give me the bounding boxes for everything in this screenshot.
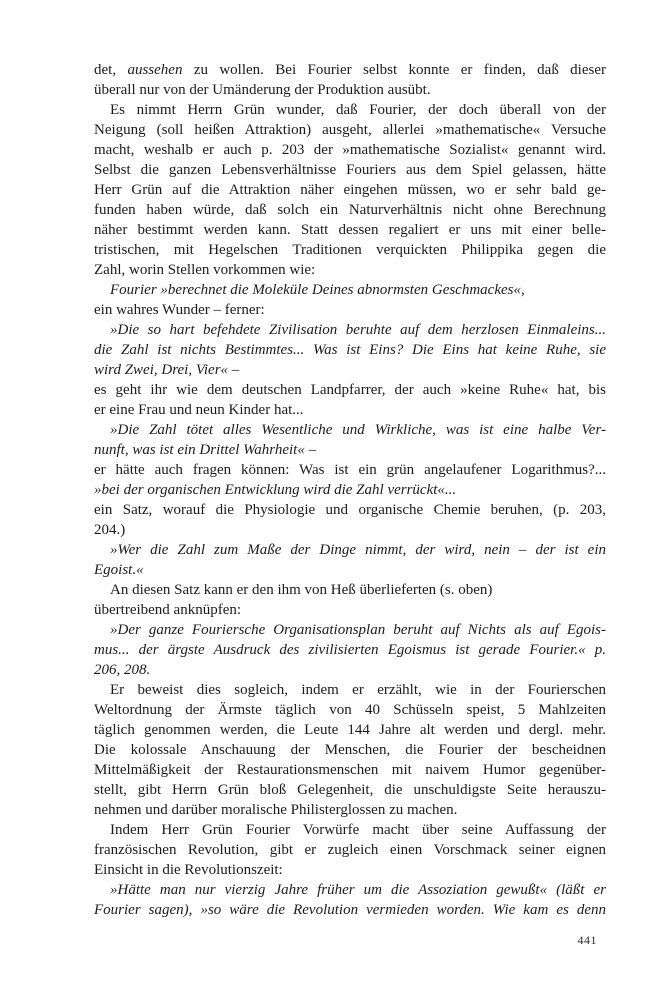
text-segment: Die kolossale Anschauung der Menschen, die Fourier der bescheidnen xyxy=(94,742,606,758)
text-line xyxy=(94,300,606,320)
emphasized-text: Egoist.« xyxy=(94,562,144,578)
text-segment: Selbst die ganzen Lebensverhältnisse Fouriers aus dem Spiel gelassen, hätte xyxy=(94,162,606,178)
text-segment: zu wollen. Bei Fourier selbst konnte er finden, daß dieser xyxy=(182,62,606,78)
text-segment: Es nimmt Herrn Grün wunder, daß Fourier, der doch überall von der xyxy=(110,102,606,118)
text-segment: tristischen, mit Hegelschen Traditionen verquickten Philippika gegen die xyxy=(94,242,606,258)
text-segment: An diesen Satz kann er den ihm von Heß überlieferten (s. oben) xyxy=(110,582,493,598)
text-segment: französischen Revolution, gibt er zugleich einen Vorschmack seiner eignen xyxy=(94,842,606,858)
text-line xyxy=(94,620,606,640)
emphasized-text: Fourier »berechnet die Moleküle Deines abnormsten Geschmackes«, xyxy=(110,282,525,298)
text-segment: stellt, gibt Herrn Grün bloß Gelegenheit, die unschuldigste Seite herauszu- xyxy=(94,782,606,798)
text-segment: Neigung (soll heißen Attraktion) ausgeht, allerlei »mathematische« Versuche xyxy=(94,122,606,138)
text-segment: Mittelmäßigkeit der Restaurationsmenschen mit naivem Humor gegenüber- xyxy=(94,762,606,778)
text-line xyxy=(94,460,606,480)
text-line xyxy=(94,840,606,860)
text-segment: funden haben würde, daß solch ein Naturverhältnis nicht ohne Berechnung xyxy=(94,202,606,218)
text-segment: er hätte auch fragen können: Was ist ein grün angelaufener Logarithmus?... xyxy=(94,462,606,478)
text-line xyxy=(94,380,606,400)
text-segment: Indem Herr Grün Fourier Vorwürfe macht über seine Auffassung der xyxy=(110,822,606,838)
emphasized-text: nunft, was ist ein Drittel Wahrheit« – xyxy=(94,442,317,458)
page-number: 441 xyxy=(577,933,597,947)
emphasized-text: »Die so hart befehdete Zivilisation beruhte auf dem herzlosen Einmaleins... xyxy=(110,322,606,338)
text-segment: Herr Grün auf die Attraktion näher eingehen müssen, wo er sehr bald ge- xyxy=(94,182,606,198)
text-line xyxy=(94,640,606,660)
emphasized-text: »Der ganze Fouriersche Organisationsplan beruht auf Nichts als auf Egois- xyxy=(110,622,606,638)
emphasized-text: die Zahl ist nichts Bestimmtes... Was ist Eins? Die Eins hat keine Ruhe, sie xyxy=(94,342,606,358)
text-line xyxy=(94,680,606,700)
text-line xyxy=(94,180,606,200)
text-segment: macht, weshalb er auch p. 203 der »mathematische Sozialist« genannt wird. xyxy=(94,142,606,158)
text-line xyxy=(94,580,606,600)
text-segment: Weltordnung der Ärmste täglich von 40 Schüsseln speist, 5 Mahlzeiten xyxy=(94,702,606,718)
emphasized-text: mus... der ärgste Ausdruck des zivilisierten Egoismus ist gerade Fourier.« p. xyxy=(94,642,606,658)
text-line xyxy=(94,800,606,820)
text-line xyxy=(94,900,606,920)
text-line xyxy=(94,280,606,300)
text-segment: es geht ihr wie dem deutschen Landpfarrer, der auch »keine Ruhe« hat, bis xyxy=(94,382,606,398)
text-line xyxy=(94,160,606,180)
text-line xyxy=(94,100,606,120)
text-segment: Er beweist dies sogleich, indem er erzählt, wie in der Fourierschen xyxy=(110,682,606,698)
text-line xyxy=(94,700,606,720)
emphasized-text: »bei der organischen Entwicklung wird die Zahl verrückt«... xyxy=(94,482,457,498)
emphasized-text: wird Zwei, Drei, Vier« – xyxy=(94,362,240,378)
text-line xyxy=(94,820,606,840)
text-segment: Zahl, worin Stellen vorkommen wie: xyxy=(94,262,316,278)
text-line xyxy=(94,440,606,460)
text-line xyxy=(94,80,606,100)
text-line xyxy=(94,140,606,160)
text-line xyxy=(94,500,606,520)
text-line xyxy=(94,240,606,260)
text-line xyxy=(94,780,606,800)
text-line xyxy=(94,600,606,620)
emphasized-text: aussehen xyxy=(127,62,183,78)
emphasized-text: »Hätte man nur vierzig Jahre früher um die Assoziation gewußt« (läßt er xyxy=(110,882,606,898)
text-block xyxy=(94,60,606,920)
text-line xyxy=(94,480,606,500)
text-line xyxy=(94,720,606,740)
emphasized-text: »Wer die Zahl zum Maße der Dinge nimmt, der wird, nein – der ist ein xyxy=(110,542,606,558)
text-line xyxy=(94,360,606,380)
text-segment: überall nur von der Umänderung der Produktion ausübt. xyxy=(94,82,431,98)
text-line xyxy=(94,260,606,280)
text-segment: 204.) xyxy=(94,522,126,538)
text-segment: det, xyxy=(94,62,128,78)
text-line xyxy=(94,60,606,80)
text-line xyxy=(94,880,606,900)
text-line xyxy=(94,320,606,340)
text-segment: ein Satz, worauf die Physiologie und organische Chemie beruhen, (p. 203, xyxy=(94,502,606,518)
text-segment: er eine Frau und neun Kinder hat... xyxy=(94,402,304,418)
text-segment: täglich genommen werden, die Leute 144 Jahre alt werden und dergl. mehr. xyxy=(94,722,606,738)
text-segment: näher bestimmt werden kann. Statt dessen regaliert er uns mit einer belle- xyxy=(94,222,606,238)
text-line xyxy=(94,540,606,560)
emphasized-text: »Die Zahl tötet alles Wesentliche und Wirkliche, was ist eine halbe Ver- xyxy=(110,422,606,438)
text-segment: nehmen und darüber moralische Philisterglossen zu machen. xyxy=(94,802,458,818)
text-line xyxy=(94,400,606,420)
text-line xyxy=(94,420,606,440)
text-line xyxy=(94,660,606,680)
emphasized-text: Fourier sagen), »so wäre die Revolution vermieden worden. Wie kam es denn xyxy=(94,902,606,918)
text-segment: ein wahres Wunder – ferner: xyxy=(94,302,265,318)
emphasized-text: 206, 208. xyxy=(94,662,151,678)
text-line xyxy=(94,220,606,240)
text-line xyxy=(94,200,606,220)
text-line xyxy=(94,120,606,140)
text-line xyxy=(94,340,606,360)
text-line xyxy=(94,860,606,880)
text-segment: Einsicht in die Revolutionszeit: xyxy=(94,862,283,878)
text-line xyxy=(94,740,606,760)
text-line xyxy=(94,560,606,580)
text-segment: übertreibend anknüpfen: xyxy=(94,602,242,618)
text-line xyxy=(94,760,606,780)
text-line xyxy=(94,520,606,540)
